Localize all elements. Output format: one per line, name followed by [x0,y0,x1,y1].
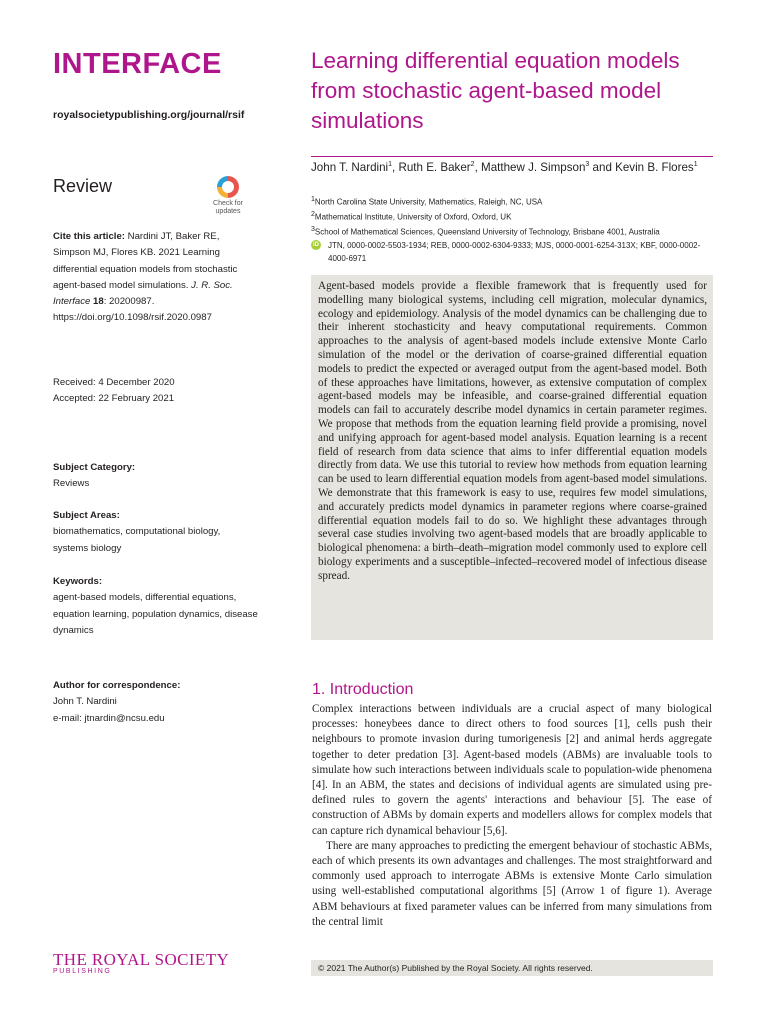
author-correspondence [53,678,258,727]
abstract-text: Agent-based models provide a flexible framework that is frequently used for modelling many biological systems, including cell migration, molecular dynamics, ecology and epidemiology. Analysis of the model dynamics can be challenging due to their inherent stochasticity and heavy computational requirements. Common approaches to the analysis of agent-based models include extensive Monte Carlo simulation of the model or the derivation of coarse-grained differential equation models to predict the expected or averaged output from the agent-based model. Both of these approaches have limitations, however, as extensive computation of complex agent-based models may be infeasible, and coarse-grained differential equation models can fail to accurately describe model dynamics in certain parameter regimes. We propose that methods from the equation learning field provide a promising, novel and unifying approach for agent-based model analysis. Equation learning is a recent field of research from data science that aims to infer differential equation models directly from data. We use this tutorial to review how methods from equation learning can be used to learn differential equation models from agent-based model simulations. We demonstrate that this framework is easy to use, requires few model simulations, and accurately predicts model dynamics in parameter regions where coarse-grained differential equation models fail to do so. We highlight these advantages through several case studies involving two agent-based models that are broadly applicable to biological phenomena: a birth–death–migration model commonly used to explore cell biology experiments and a susceptible–infected–recovered model of infectious disease spread. [318,280,707,582]
affiliation-text: Mathematical Institute, University of Oxford, Oxford, UK [314,212,512,222]
subject-areas-value: biomathematics, computational biology, systems biology [53,526,221,554]
affiliation [311,209,713,224]
intro-paragraph-2: There are many approaches to predicting the emergent behaviour of stochastic ABMs, each of which presents its own advantages and challenges. The most straightforward and commonly used approach to interrogate ABMs is extensive Monte Carlo simulation using well-established computational algorithms [5] (Arrow 1 of figure 1). Average ABM behaviours at fixed parameter values can be inferred from many simulations from the central limit [312,839,712,928]
cite-volume: 18 [93,296,104,308]
author: John T. Nardini [311,161,389,174]
subject-areas-label: Subject Areas: [53,510,120,521]
orcid-icon[interactable]: iD [313,242,319,248]
publisher-logo-sub: PUBLISHING [53,968,112,975]
affiliation-sup: 2 [311,210,315,218]
author: Ruth E. Baker [398,161,471,174]
cite-journal: J. R. Soc. Interface [53,279,233,308]
correspondence-name: John T. Nardini [53,696,117,708]
check-updates-line1: Check for [213,200,243,207]
author-sup: 1 [388,161,393,169]
affiliation-text: North Carolina State University, Mathematics, Raleigh, NC, USA [314,197,543,207]
keywords-value: agent-based models, differential equations, equation learning, population dynamics, disease dynamics [53,592,258,636]
affiliation [311,224,713,239]
title-divider [311,156,713,157]
received-date: Received: 4 December 2020 [53,377,175,388]
affiliations [311,194,713,239]
subject-category-value: Reviews [53,478,90,490]
intro-paragraph-1: Complex interactions between individuals are a crucial aspect of many biological processes: honeybees dance to direct others to food sources [1], cells push their neighbours to promote invasion during tumorigenesis [2] and animal herds aggregate together to deter predation [3]. Agent-based models (ABMs) are invaluable tools to simulate how such interactions between individuals scale to population-wide phenomena [4]. In an ABM, the states and decisions of individual agents are simulated using pre-defined rules to govern the agents' interactions and behaviour [5]. The ease of construction of ABMs by domain experts and modellers allows for complex models that can capture rich dynamical behaviour [5,6]. [312,703,712,837]
subject-category [53,460,258,493]
subject-areas [53,508,258,557]
affiliation-text: School of Mathematical Sciences, Queensland University of Technology, Brisbane 4001, Australia [314,227,660,237]
subject-category-label: Subject Category: [53,462,136,473]
keywords-label: Keywords: [53,576,103,587]
check-for-updates-icon [217,176,239,198]
cite-this-article [53,229,258,327]
article-title: Learning differential equation models from stochastic agent-based model simulations [311,48,680,133]
affiliation [311,194,713,209]
publisher-logo: THE ROYAL SOCIETY [53,950,230,969]
cite-label: Cite this article: [53,231,125,242]
introduction-body [312,702,712,930]
accepted-date: Accepted: 22 February 2021 [53,393,175,405]
affiliation-sup: 3 [311,225,315,233]
correspondence-email[interactable]: e-mail: jtnardin@ncsu.edu [53,712,165,724]
check-for-updates-label [206,200,250,215]
section-heading-introduction: 1. Introduction [312,681,414,698]
orcid-ids: JTN, 0000-0002-5503-1934; REB, 0000-0002-6304-9333; MJS, 0000-0001-6254-313X; KBF, 0000-0002-4000-6971 [328,241,701,263]
cite-doi[interactable]: https://doi.org/10.1098/rsif.2020.0987 [53,312,212,324]
abstract-panel [311,275,713,640]
check-for-updates-badge[interactable] [206,176,250,215]
journal-name: INTERFACE [53,48,222,80]
author: Kevin B. Flores [615,161,694,174]
copyright-bar: © 2021 The Author(s) Published by the Royal Society. All rights reserved. [311,960,713,976]
author-sup: 2 [470,161,475,169]
cite-text: Nardini JT, Baker RE, Simpson MJ, Flores KB. 2021 Learning differential equation models from stochastic agent-based model simulations. [53,231,238,291]
keywords [53,574,258,639]
correspondence-label: Author for correspondence: [53,680,181,691]
affiliation-sup: 1 [311,196,315,203]
article-type: Review [53,176,113,196]
article-dates [53,375,258,408]
author-sup: 3 [585,161,590,169]
author-sup: 1 [693,161,698,169]
author-list: John T. Nardini$^1$, Ruth E. Baker$^2$, Matthew J. Simpson$^3$ and Kevin B. Flores$^1$ [311,161,698,174]
cite-article-no: : 20200987. [103,296,155,308]
author: Matthew J. Simpson [481,161,586,174]
orcid-block [311,240,713,265]
check-updates-line2: updates [215,207,241,215]
journal-url[interactable]: royalsocietypublishing.org/journal/rsif [53,109,245,121]
